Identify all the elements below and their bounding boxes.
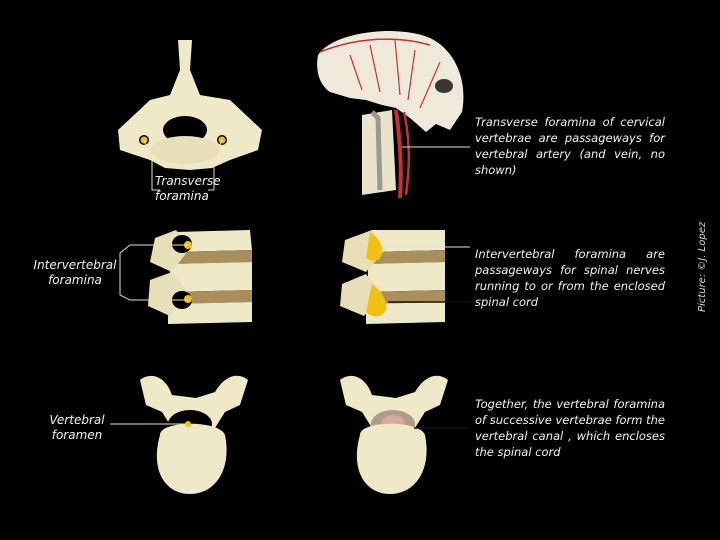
lumbar-lateral-right-illustration	[340, 230, 470, 324]
lumbar-lateral-left-illustration	[120, 230, 252, 324]
transverse-foramina-label: Transverse foramina	[155, 174, 221, 203]
cervical-foramina-description: Transverse foramina of cervical vertebrae are passageways for vertebral artery (and vein, no shown)	[475, 115, 665, 177]
intervertebral-foramina-label: Intervertebral foramina	[33, 258, 117, 287]
intervertebral-foramina-description: Intervertebral foramina are passageways for spinal nerves running to or from the enclosed spinal cord	[475, 247, 665, 309]
skull-neck-illustration	[317, 31, 470, 198]
vertebral-canal-description: Together, the vertebral foramina of successive vertebrae form the vertebral canal , which encloses the spinal cord	[475, 397, 665, 459]
vertebra-superior-right-illustration	[340, 376, 470, 494]
vertebral-foramen-label: Vertebral foramen	[49, 413, 105, 442]
picture-credit: Picture: ©J. Lopez	[697, 221, 708, 312]
vertebra-superior-left-illustration	[110, 376, 248, 494]
cervical-vertebra-illustration	[118, 40, 262, 190]
